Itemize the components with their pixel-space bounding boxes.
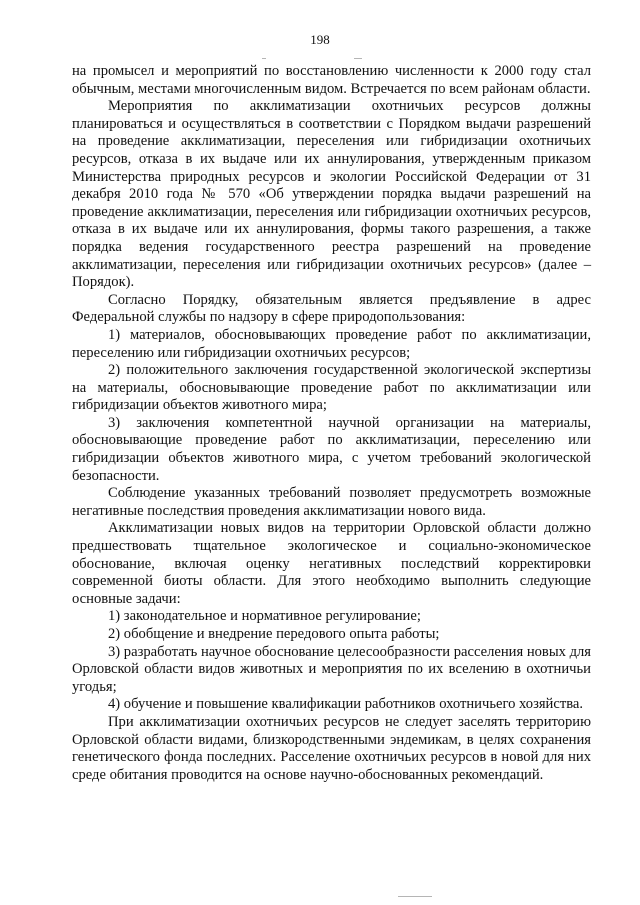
scan-mark-top-right (354, 58, 362, 59)
paragraph-main-tasks: Акклиматизации новых видов на территории Орловской области должно предшествовать тщательное экологическое и социально-экономическое обоснование, включая оценку негативных последствий корректировки современной биоты области. Для этого необходимо выполнить следующие основные задачи: (72, 520, 591, 607)
list-item-scientific-conclusion: 3) заключения компетентной научной организации на материалы, обосновывающие проведение работ по акклиматизации, переселению или гибридизации объектов животного мира, с учетом требований экологической безопасности. (72, 414, 591, 484)
paragraph-intro-continuation: на промысел и мероприятий по восстановлению численности к 2000 году стал обычным, местами многочисленным видом. Встречается по всем районам области. (72, 63, 591, 97)
scan-mark-top (262, 58, 266, 59)
task-item-training: 4) обучение и повышение квалификации работников охотничьего хозяйства. (108, 696, 584, 713)
task-item-best-practices: 2) обобщение и внедрение передового опыта работы; (108, 626, 440, 642)
document-body (72, 63, 591, 784)
paragraph-required-documents: Согласно Порядку, обязательным является предъявление в адрес Федеральной службы по надзору в сфере природопользования: (72, 291, 591, 326)
list-item-ecological-expertise: 2) положительного заключения государственной экологической экспертизы на материалы, обосновывающие проведение работ по акклиматизации или гибридизации объектов животного мира; (72, 362, 591, 414)
paragraph-requirements-compliance: Соблюдение указанных требований позволяет предусмотреть возможные негативные последствия проведения акклиматизации нового вида. (72, 485, 591, 519)
list-item-materials: 1) материалов, обосновывающих проведение работ по акклиматизации, переселению или гибридизации охотничьих ресурсов; (72, 326, 591, 361)
task-item-regulation: 1) законодательное и нормативное регулирование; (108, 608, 421, 625)
paragraph-settlement-recommendations: При акклиматизации охотничьих ресурсов не следует заселять территорию Орловской области видами, близкородственными эндемикам, в целях сохранения генетического фонда последних. Расселение охотничьих ресурсов в новой для них среде обитания проводится на основе научно-обоснованных рекомендаций. (72, 713, 591, 783)
scan-mark-bottom (398, 896, 432, 897)
paragraph-acclimatization-procedure: Мероприятия по акклиматизации охотничьих ресурсов должны планироваться и осуществляться в соответствии с Порядком выдачи разрешений на проведение акклиматизации, переселения или гибридизации охотничьих ресурсов, отказа в их выдаче или их аннулирования, утвержденным приказом Министерства природных ресурсов и экологии Российской Федерации от 31 декабря 2010 года № 570 «Об утверждении порядка выдачи разрешений на проведение акклиматизации, переселения или гибридизации охотничьих ресурсов, отказа в их выдаче или их аннулирования, формы такого разрешения, а также порядка ведения государственного реестра разрешений на проведение акклиматизации, переселения или гибридизации охотничьих ресурсов» (далее – Порядок). (72, 98, 591, 291)
task-item-scientific-justification: 3) разработать научное обоснование целесообразности расселения новых для Орловской области видов животных и мероприятия по их вселению в охотничьи угодья; (72, 643, 591, 695)
page-number: 198 (310, 32, 330, 47)
